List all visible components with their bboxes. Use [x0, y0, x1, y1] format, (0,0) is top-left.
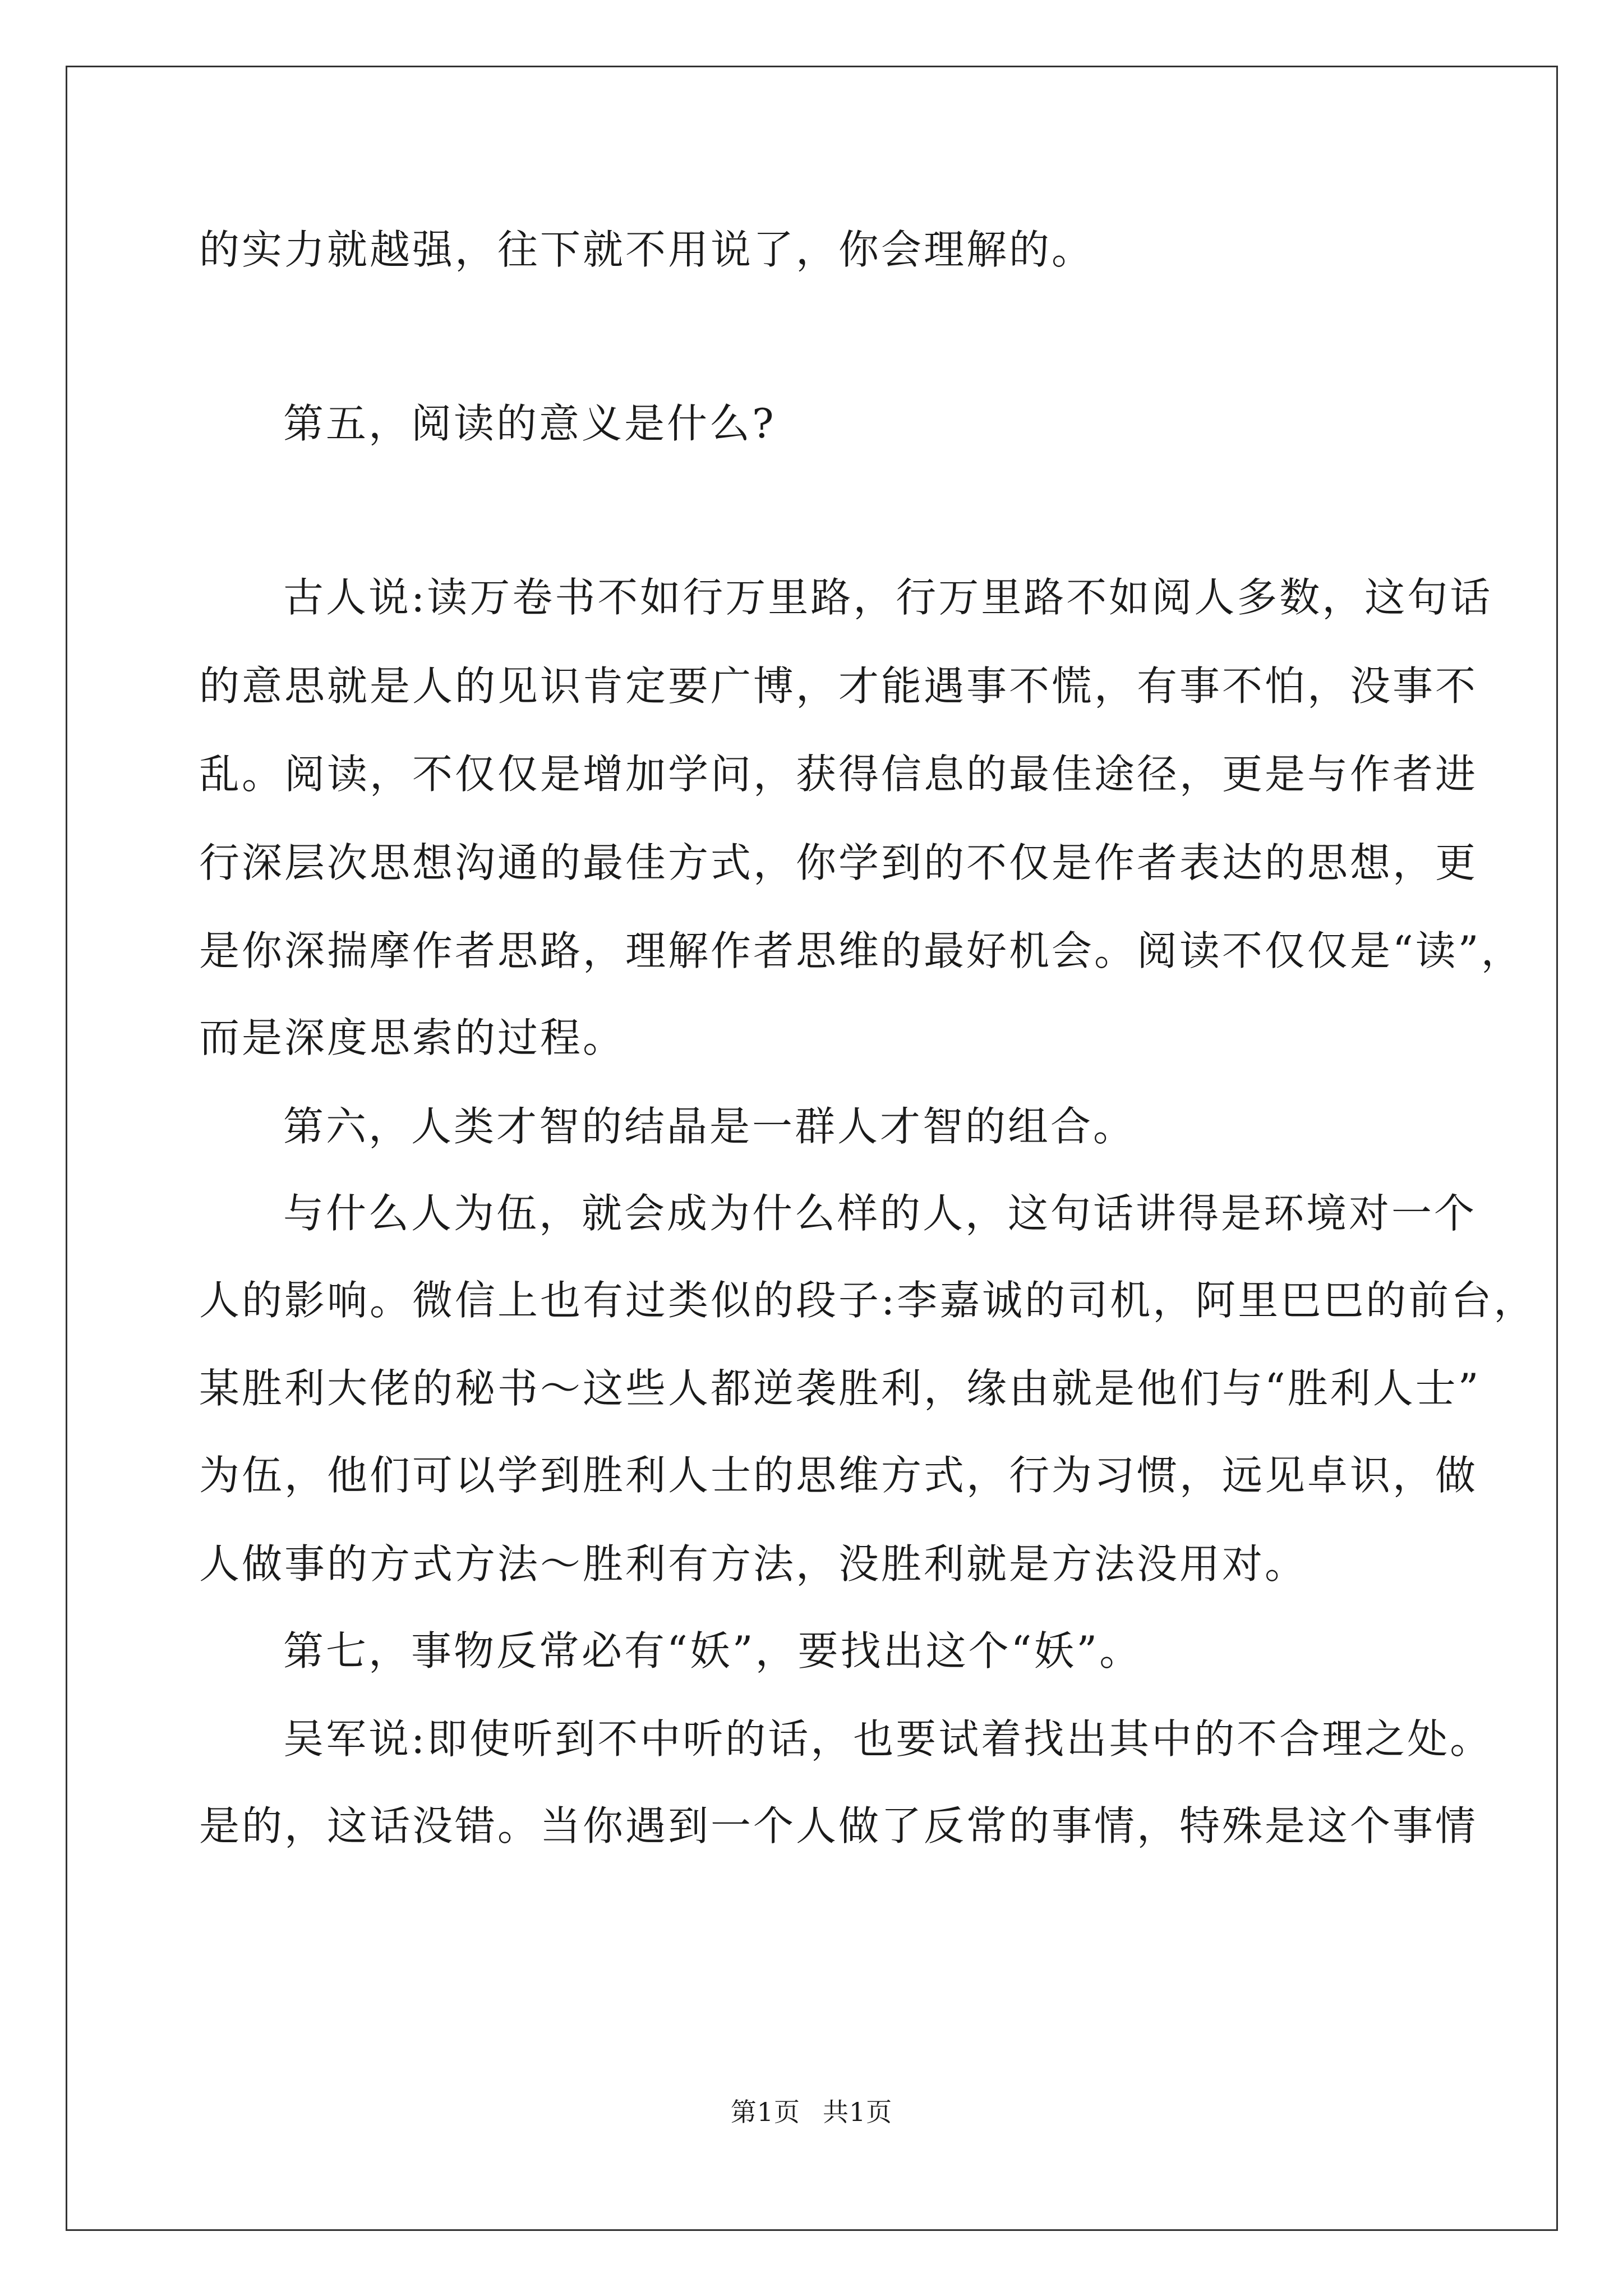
- text-line: 人的影响。微信上也有过类似的段子:李嘉诚的司机，阿里巴巴的前台，: [199, 1277, 1537, 1324]
- text-line: 乱。阅读，不仅仅是增加学问，获得信息的最佳途径，更是与作者进: [199, 751, 1478, 798]
- text-line: 为伍，他们可以学到胜利人士的思维方式，行为习惯，远见卓识，做: [199, 1452, 1478, 1499]
- text-line: 是你深揣摩作者思路，理解作者思维的最好机会。阅读不仅仅是“读”，: [199, 927, 1524, 974]
- text-line: 吴军说:即使听到不中听的话，也要试着找出其中的不合理之处。: [283, 1715, 1493, 1763]
- text-line: 古人说:读万卷书不如行万里路，行万里路不如阅人多数，这句话: [283, 574, 1493, 621]
- text-line: 某胜利大佬的秘书～这些人都逆袭胜利，缘由就是他们与“胜利人士”: [199, 1365, 1481, 1412]
- section-heading: 第七，事物反常必有“妖”，要找出这个“妖”。: [283, 1627, 1142, 1674]
- text-line: 人做事的方式方法～胜利有方法，没胜利就是方法没用对。: [199, 1540, 1308, 1588]
- page-number-total: 共1页: [823, 2097, 893, 2127]
- text-line: 是的，这话没错。当你遇到一个人做了反常的事情，特殊是这个事情: [199, 1802, 1478, 1849]
- page-number-current: 第1页: [730, 2097, 800, 2127]
- text-line: 的实力就越强，往下就不用说了，你会理解的。: [199, 226, 1095, 273]
- text-line: 行深层次思想沟通的最佳方式，你学到的不仅是作者表达的思想，更: [199, 839, 1478, 886]
- section-heading: 第六，人类才智的结晶是一群人才智的组合。: [283, 1103, 1136, 1150]
- page-footer: [0, 2095, 1623, 2129]
- section-heading: 第五，阅读的意义是什么?: [283, 400, 776, 447]
- text-line: 的意思就是人的见识肯定要广博，才能遇事不慌，有事不怕，没事不: [199, 662, 1478, 710]
- text-line: 而是深度思索的过程。: [199, 1014, 626, 1061]
- text-line: 与什么人为伍，就会成为什么样的人，这句话讲得是环境对一个: [283, 1190, 1477, 1237]
